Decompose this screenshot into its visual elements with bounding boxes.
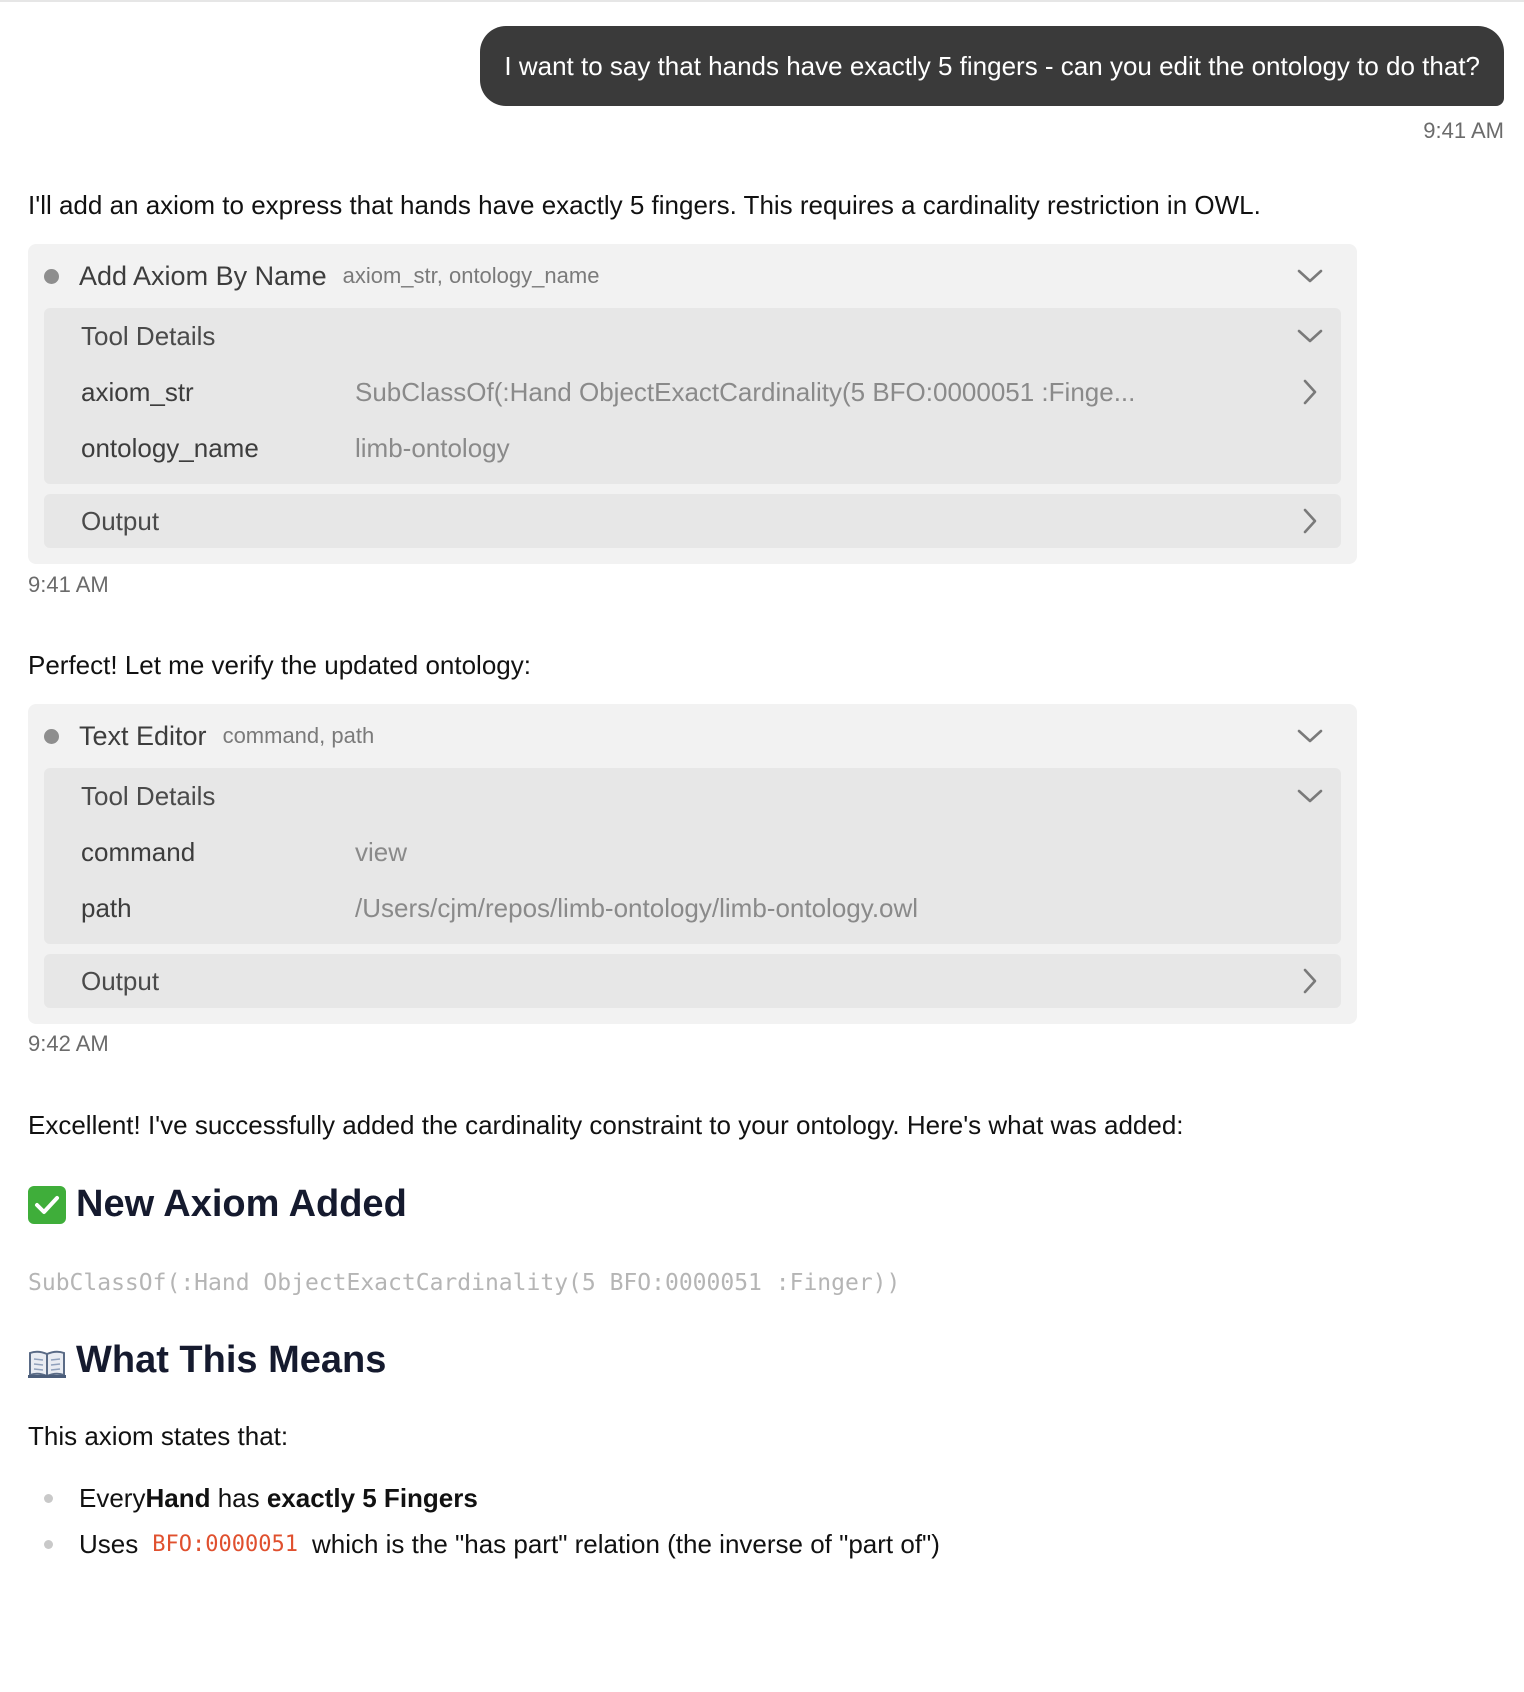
tool-name: Text Editor [79, 720, 207, 751]
axiom-explanation-text: This axiom states that: [28, 1421, 289, 1451]
assistant-intro-text: I'll add an axiom to express that hands have exactly 5 fingers. This requires a cardinality restriction in OWL. [28, 190, 1261, 220]
tool-details-label: Tool Details [81, 320, 216, 351]
param-value: limb-ontology [355, 432, 510, 463]
heading-text: What This Means [76, 1339, 387, 1381]
param-value: /Users/cjm/repos/limb-ontology/limb-ontology.owl [355, 892, 919, 923]
status-dot-icon [44, 729, 59, 744]
check-mark-icon [28, 1186, 66, 1224]
heading-text: New Axiom Added [76, 1183, 407, 1225]
bullet-bold-text: exactly 5 Fingers [266, 1482, 478, 1513]
list-item [28, 1475, 940, 1521]
tool-card-header[interactable] [44, 244, 1341, 308]
param-key: axiom_str [81, 376, 194, 407]
chevron-down-icon[interactable] [1295, 321, 1325, 351]
tool-card-header[interactable] [44, 704, 1341, 768]
tool-details-header[interactable] [44, 768, 1341, 824]
tool-card-add-axiom [28, 244, 1357, 564]
explanation-bullet-list [28, 1475, 940, 1567]
top-divider [0, 0, 1524, 2]
bullet-dot-icon [44, 1494, 53, 1503]
assistant-message-time: 9:42 AM [28, 1031, 109, 1056]
chevron-down-icon[interactable] [1295, 261, 1325, 291]
chevron-down-icon[interactable] [1295, 721, 1325, 751]
bullet-text: which is the "has part" relation (the inverse of "part of") [311, 1528, 940, 1559]
param-row-axiom-str[interactable] [44, 364, 1341, 420]
heading-new-axiom-added [28, 1183, 407, 1226]
tool-output-label: Output [81, 965, 160, 996]
param-row-path [44, 880, 1341, 936]
param-value: view [355, 836, 408, 867]
param-key: ontology_name [81, 432, 259, 463]
open-book-icon [28, 1346, 66, 1376]
tool-output-row[interactable] [44, 954, 1341, 1008]
tool-details-label: Tool Details [81, 780, 216, 811]
chevron-right-icon[interactable] [1295, 377, 1325, 407]
tool-card-text-editor [28, 704, 1357, 1024]
bullet-text: Every [79, 1482, 146, 1513]
heading-what-this-means [28, 1339, 386, 1382]
user-message [480, 26, 1504, 144]
tool-args: command, path [222, 723, 375, 748]
bullet-dot-icon [44, 1540, 53, 1549]
tool-args: axiom_str, ontology_name [342, 263, 600, 288]
param-row-command [44, 824, 1341, 880]
tool-details-header[interactable] [44, 308, 1341, 364]
tool-details-panel [44, 308, 1341, 484]
bullet-text: has [210, 1482, 267, 1513]
assistant-message-time: 9:41 AM [28, 572, 109, 597]
assistant-summary-text: Excellent! I've successfully added the cardinality constraint to your ontology. Here's what was added: [28, 1110, 1184, 1140]
assistant-verify-text: Perfect! Let me verify the updated ontology: [28, 650, 531, 680]
user-message-bubble: I want to say that hands have exactly 5 fingers - can you edit the ontology to do that? [480, 26, 1504, 106]
axiom-code-block: SubClassOf(:Hand ObjectExactCardinality(5 BFO:0000051 :Finger)) [28, 1270, 901, 1296]
tool-output-row[interactable] [44, 494, 1341, 548]
tool-output-label: Output [81, 505, 160, 536]
user-message-time: 9:41 AM [1423, 118, 1504, 143]
chevron-right-icon[interactable] [1295, 966, 1325, 996]
status-dot-icon [44, 269, 59, 284]
tool-details-panel [44, 768, 1341, 944]
list-item [28, 1521, 940, 1567]
param-key: path [81, 892, 132, 923]
bullet-text: Uses [79, 1528, 139, 1559]
tool-name: Add Axiom By Name [79, 260, 327, 291]
param-value: SubClassOf(:Hand ObjectExactCardinality(5 BFO:0000051 :Finge... [355, 376, 1136, 407]
param-key: command [81, 836, 196, 867]
chevron-down-icon[interactable] [1295, 781, 1325, 811]
chevron-right-icon[interactable] [1295, 506, 1325, 536]
param-row-ontology-name [44, 420, 1341, 476]
inline-code: BFO:0000051 [152, 1531, 298, 1557]
bullet-bold-text: Hand [145, 1482, 211, 1513]
